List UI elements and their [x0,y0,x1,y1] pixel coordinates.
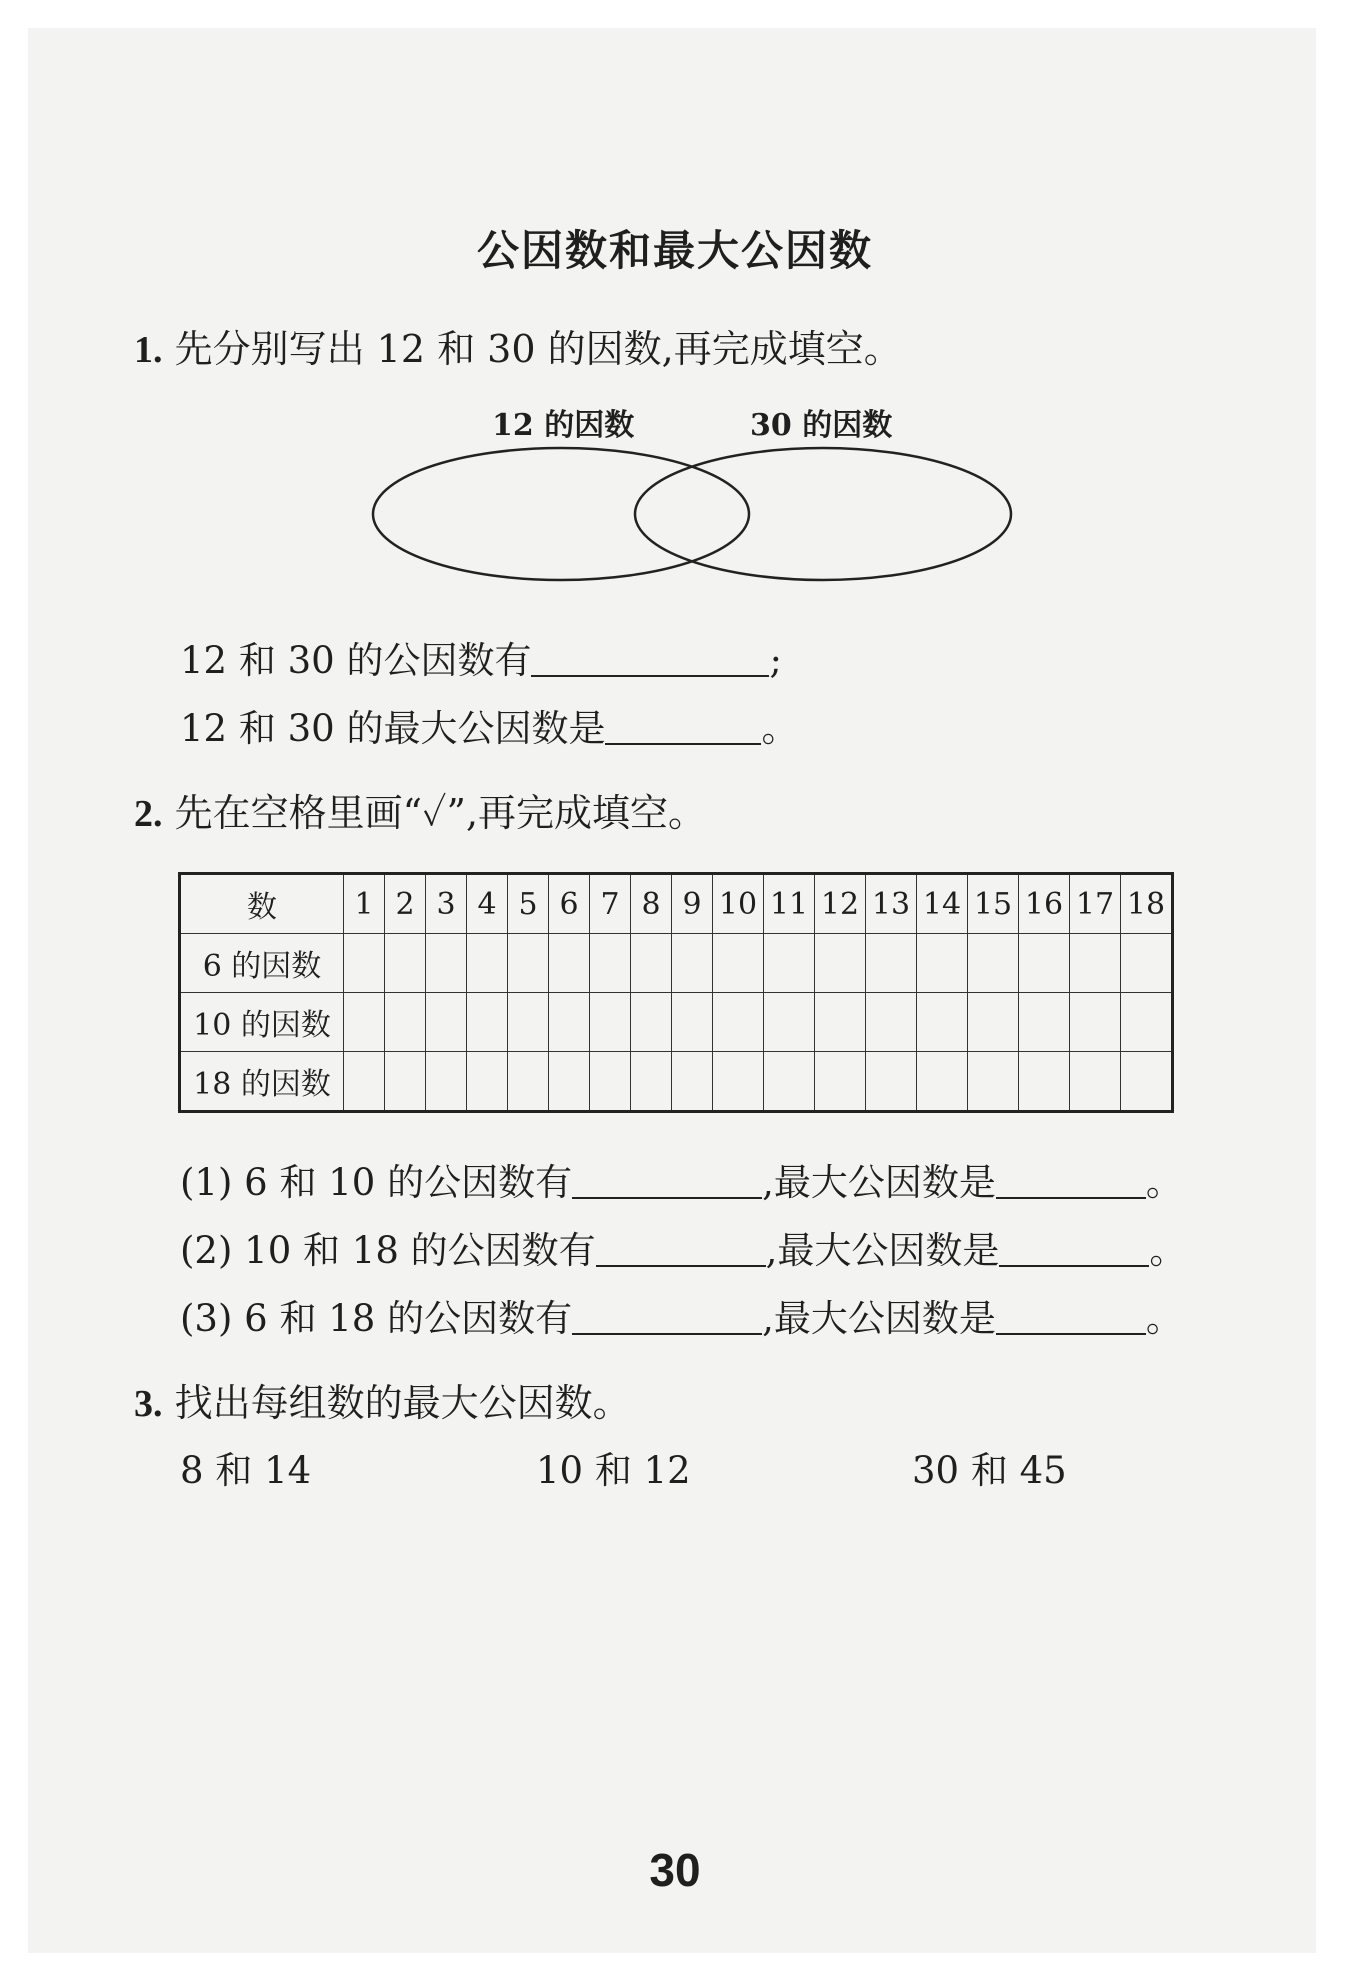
table-cell[interactable] [866,934,917,993]
venn-right-label: 30 的因数 [750,408,893,443]
table-cell[interactable] [968,1052,1019,1112]
table-cell[interactable] [590,934,631,993]
factor-table [178,872,1174,1113]
q2-line-middle: ,最大公因数是 [765,1229,1000,1272]
table-col-header: 4 [467,874,508,934]
table-cell[interactable] [385,1052,426,1112]
table-cell[interactable] [764,934,815,993]
table-col-header: 14 [917,874,968,934]
table-col-header: 6 [549,874,590,934]
table-cell[interactable] [917,934,968,993]
table-col-header: 11 [764,874,815,934]
question-1-number: 1. [134,329,163,371]
q1-line2-blank[interactable] [605,707,761,745]
table-cell[interactable] [426,993,467,1052]
question-2-number: 2. [134,793,163,835]
table-cell[interactable] [426,934,467,993]
table-cell[interactable] [508,1052,549,1112]
table-cell[interactable] [549,993,590,1052]
q1-line1-end: ; [769,639,782,682]
table-cell[interactable] [713,1052,764,1112]
table-cell[interactable] [344,1052,385,1112]
table-col-header: 13 [866,874,917,934]
table-cell[interactable] [1070,1052,1121,1112]
table-cell[interactable] [385,993,426,1052]
table-col-header: 15 [968,874,1019,934]
table-col-header: 3 [426,874,467,934]
table-cell[interactable] [508,934,549,993]
table-cell[interactable] [549,934,590,993]
table-col-header: 9 [672,874,713,934]
venn-diagram [360,440,1020,590]
table-cell[interactable] [672,993,713,1052]
table-row [180,993,1173,1052]
q2-line-1 [180,1152,1183,1206]
q2-line-end: 。 [1149,1229,1187,1272]
table-cell[interactable] [672,1052,713,1112]
table-header-label: 数 [180,874,344,934]
table-cell[interactable] [1070,993,1121,1052]
table-cell[interactable] [1121,934,1173,993]
table-cell[interactable] [815,1052,866,1112]
table-cell[interactable] [1019,993,1070,1052]
q2-gcf-blank[interactable] [996,1161,1146,1199]
table-cell[interactable] [590,1052,631,1112]
table-cell[interactable] [549,1052,590,1112]
question-3 [134,1372,631,1427]
q2-line-2 [180,1220,1186,1274]
q2-common-blank[interactable] [572,1297,762,1335]
table-col-header: 17 [1070,874,1121,934]
table-cell[interactable] [426,1052,467,1112]
table-row-label: 6 的因数 [180,934,344,993]
table-col-header: 1 [344,874,385,934]
table-cell[interactable] [917,993,968,1052]
table-cell[interactable] [815,934,866,993]
table-cell[interactable] [467,1052,508,1112]
table-cell[interactable] [385,934,426,993]
table-col-header: 12 [815,874,866,934]
question-3-number: 3. [134,1383,163,1425]
q1-line-gcf [180,698,798,752]
table-cell[interactable] [344,934,385,993]
table-cell[interactable] [631,993,672,1052]
table-cell[interactable] [467,993,508,1052]
number-pair: 10 和 12 [536,1449,691,1492]
table-cell[interactable] [968,934,1019,993]
table-cell[interactable] [917,1052,968,1112]
q1-line-common-factors [180,630,782,684]
q2-line-end: 。 [1145,1297,1183,1340]
venn-left-label: 12 的因数 [492,408,635,443]
q2-line-prefix: (3) 6 和 18 的公因数有 [180,1297,573,1340]
table-row-label: 18 的因数 [180,1052,344,1112]
q1-line2-text: 12 和 30 的最大公因数是 [180,707,606,750]
number-pair: 8 和 14 [180,1449,312,1492]
question-3-text: 找出每组数的最大公因数。 [174,1381,631,1425]
table-col-header: 8 [631,874,672,934]
page-number: 30 [649,1844,701,1896]
table-cell[interactable] [764,993,815,1052]
question-2 [134,782,706,837]
q1-line1-text: 12 和 30 的公因数有 [180,639,532,682]
q1-line2-end: 。 [761,707,799,750]
table-col-header: 2 [385,874,426,934]
table-cell[interactable] [968,993,1019,1052]
table-cell[interactable] [866,993,917,1052]
table-cell[interactable] [590,993,631,1052]
q2-line-middle: ,最大公因数是 [762,1297,996,1340]
table-cell[interactable] [815,993,866,1052]
question-1 [134,318,902,373]
table-header-row [180,874,1173,934]
table-cell[interactable] [631,934,672,993]
table-cell[interactable] [713,934,764,993]
table-cell[interactable] [508,993,549,1052]
table-cell[interactable] [1121,1052,1173,1112]
q1-line1-blank[interactable] [531,639,769,677]
q2-gcf-blank[interactable] [996,1297,1146,1335]
venn-right-ellipse [635,448,1011,580]
table-col-header: 16 [1019,874,1070,934]
question-1-text: 先分别写出 12 和 30 的因数,再完成填空。 [174,327,902,371]
venn-left-ellipse [373,448,749,580]
table-cell[interactable] [672,934,713,993]
q2-line-prefix: (1) 6 和 10 的公因数有 [180,1161,573,1204]
table-cell[interactable] [1070,934,1121,993]
table-col-header: 10 [713,874,764,934]
table-col-header: 18 [1121,874,1173,934]
table-cell[interactable] [467,934,508,993]
q2-line-prefix: (2) 10 和 18 的公因数有 [180,1229,596,1272]
table-row [180,934,1173,993]
number-pair: 30 和 45 [912,1449,1067,1492]
table-cell[interactable] [1019,1052,1070,1112]
table-cell[interactable] [631,1052,672,1112]
q2-gcf-blank[interactable] [999,1229,1149,1267]
table-col-header: 7 [590,874,631,934]
q2-common-blank[interactable] [596,1229,766,1267]
page-title: 公因数和最大公因数 [476,226,873,275]
q2-line-end: 。 [1145,1161,1183,1204]
q2-line-middle: ,最大公因数是 [762,1161,996,1204]
table-cell[interactable] [866,1052,917,1112]
table-cell[interactable] [1121,993,1173,1052]
table-cell[interactable] [764,1052,815,1112]
table-cell[interactable] [713,993,764,1052]
question-2-text: 先在空格里画“✓”,再完成填空。 [174,791,707,835]
table-cell[interactable] [1019,934,1070,993]
q2-line-3 [180,1288,1183,1342]
q2-common-blank[interactable] [572,1161,762,1199]
table-row-label: 10 的因数 [180,993,344,1052]
table-row [180,1052,1173,1112]
table-col-header: 5 [508,874,549,934]
table-cell[interactable] [344,993,385,1052]
